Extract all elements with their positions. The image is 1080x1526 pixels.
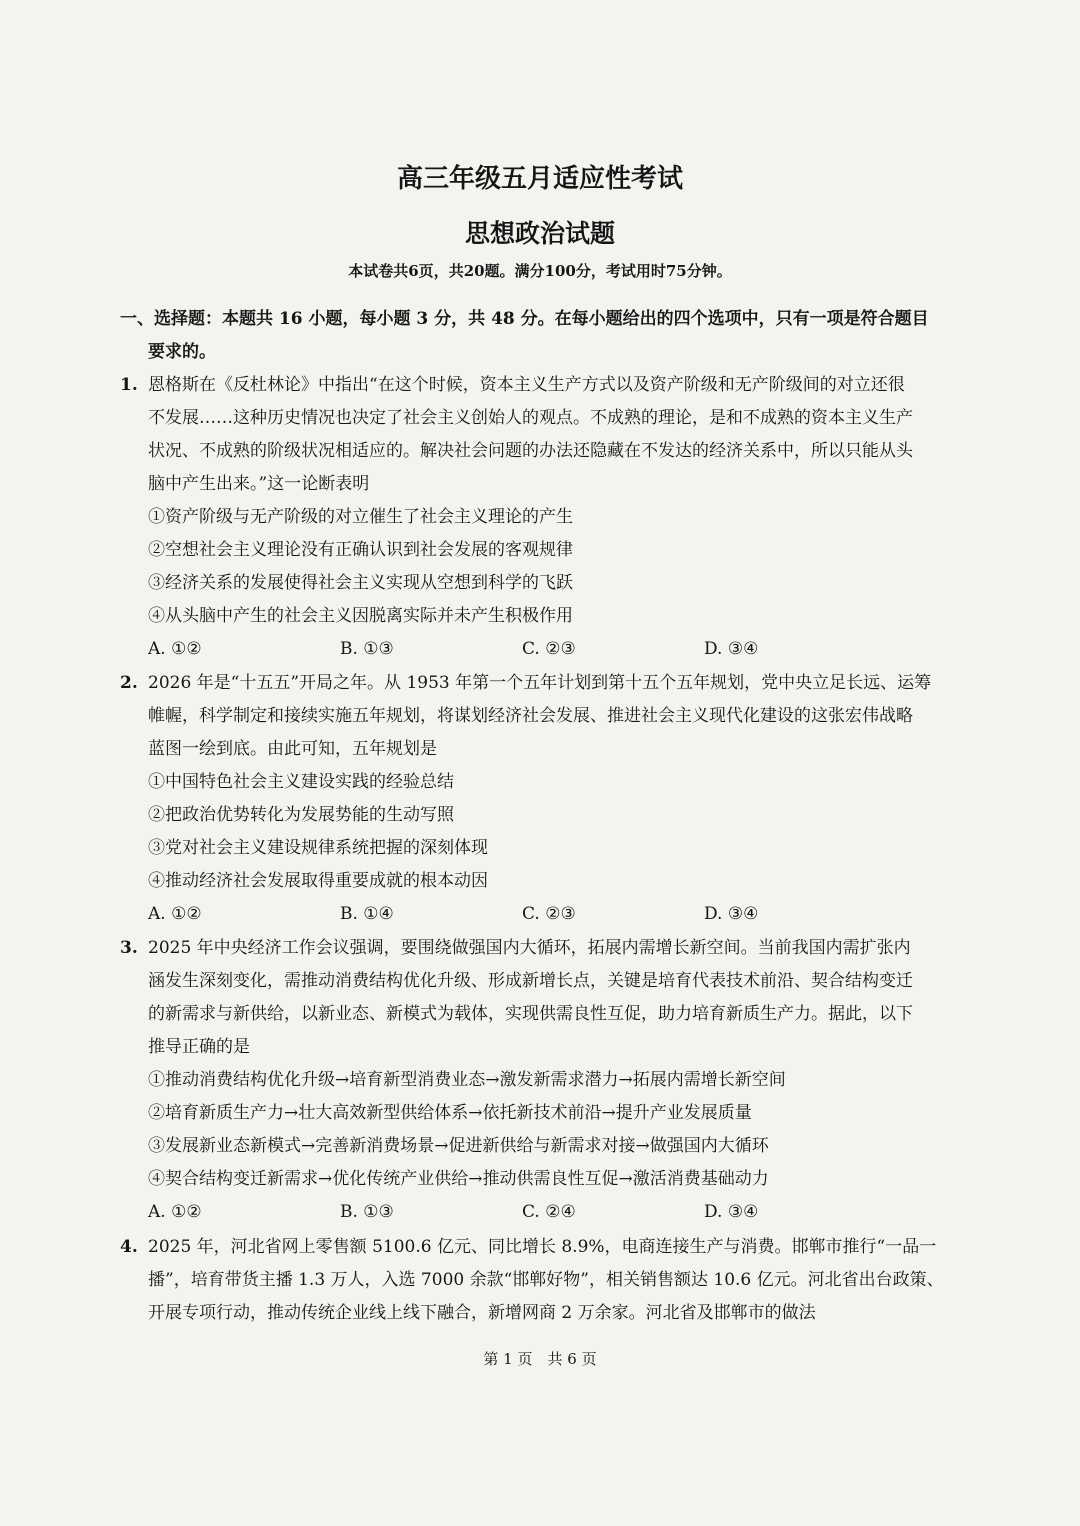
statement-item: ②培育新质生产力→壮大高效新型供给体系→依托新技术前沿→提升产业发展质量	[148, 1103, 752, 1123]
question-stem-line: 不发展……这种历史情况也决定了社会主义创始人的观点。不成熟的理论，是和不成熟的资本主义生产	[148, 408, 913, 428]
question-stem-line: 脑中产生出来。”这一论断表明	[148, 474, 370, 494]
statement-item: ②空想社会主义理论没有正确认识到社会发展的客观规律	[148, 540, 573, 560]
answer-option-d: D. ③④	[704, 639, 759, 659]
question-stem-line: 2026 年是“十五五”开局之年。从 1953 年第一个五年计划到第十五个五年规划，党中央立足长远、运筹	[148, 673, 932, 693]
answer-option-c: C. ②③	[522, 639, 576, 659]
question-stem-line: 2025 年中央经济工作会议强调，要围绕做强国内大循环，拓展内需增长新空间。当前我国内需扩张内	[148, 938, 911, 958]
answer-option-c: C. ②④	[522, 1202, 576, 1222]
section-heading: 一、选择题：本题共 16 小题，每小题 3 分，共 48 分。在每小题给出的四个选项中，只有一项是符合题目	[120, 309, 929, 329]
answer-option-b: B. ①③	[340, 639, 394, 659]
question-number: 3.	[120, 938, 138, 958]
answer-option-d: D. ③④	[704, 904, 759, 924]
question-stem-line: 开展专项行动，推动传统企业线上线下融合，新增网商 2 万余家。河北省及邯郸市的做法	[148, 1303, 816, 1323]
answer-option-b: B. ①③	[340, 1202, 394, 1222]
question-stem-line: 推导正确的是	[148, 1037, 250, 1057]
question-stem-line: 播”，培育带货主播 1.3 万人，入选 7000 余款“邯郸好物”，相关销售额达 10.6 亿元。河北省出台政策、	[148, 1270, 944, 1290]
question-number: 1.	[120, 375, 138, 395]
answer-option-a: A. ①②	[148, 1202, 202, 1222]
question-number: 4.	[120, 1237, 138, 1257]
page-footer: 第 1 页 共 6 页	[483, 1350, 597, 1368]
answer-option-c: C. ②③	[522, 904, 576, 924]
statement-item: ④从头脑中产生的社会主义因脱离实际并未产生积极作用	[148, 606, 573, 626]
statement-item: ①资产阶级与无产阶级的对立催生了社会主义理论的产生	[148, 507, 573, 527]
statement-item: ①中国特色社会主义建设实践的经验总结	[148, 772, 454, 792]
answer-option-a: A. ①②	[148, 639, 202, 659]
statement-item: ②把政治优势转化为发展势能的生动写照	[148, 805, 454, 825]
question-stem-line: 2025 年，河北省网上零售额 5100.6 亿元、同比增长 8.9%，电商连接生产与消费。邯郸市推行“一品一	[148, 1237, 937, 1257]
question-stem-line: 蓝图一绘到底。由此可知，五年规划是	[148, 739, 437, 759]
statement-item: ③经济关系的发展使得社会主义实现从空想到科学的飞跃	[148, 573, 573, 593]
statement-item: ④契合结构变迁新需求→优化传统产业供给→推动供需良性互促→激活消费基础动力	[148, 1169, 769, 1189]
exam-note: 本试卷共6页，共20题。满分100分，考试用时75分钟。	[348, 262, 732, 280]
question-number: 2.	[120, 673, 138, 693]
statement-item: ④推动经济社会发展取得重要成就的根本动因	[148, 871, 488, 891]
question-stem-line: 涵发生深刻变化，需推动消费结构优化升级、形成新增长点，关键是培育代表技术前沿、契合结构变迁	[148, 971, 913, 991]
statement-item: ③发展新业态新模式→完善新消费场景→促进新供给与新需求对接→做强国内大循环	[148, 1136, 769, 1156]
statement-item: ①推动消费结构优化升级→培育新型消费业态→激发新需求潜力→拓展内需增长新空间	[148, 1070, 786, 1090]
subject-title: 思想政治试题	[464, 219, 615, 248]
answer-option-d: D. ③④	[704, 1202, 759, 1222]
question-stem-line: 的新需求与新供给，以新业态、新模式为载体，实现供需良性互促，助力培育新质生产力。据此，以下	[148, 1004, 913, 1024]
answer-option-a: A. ①②	[148, 904, 202, 924]
question-stem-line: 恩格斯在《反杜林论》中指出“在这个时候，资本主义生产方式以及资产阶级和无产阶级间的对立还很	[148, 375, 905, 395]
question-stem-line: 状况、不成熟的阶级状况相适应的。解决社会问题的办法还隐藏在不发达的经济关系中，所以只能从头	[148, 441, 913, 461]
section-heading-cont: 要求的。	[148, 342, 216, 362]
answer-option-b: B. ①④	[340, 904, 394, 924]
exam-title: 高三年级五月适应性考试	[396, 164, 683, 194]
statement-item: ③党对社会主义建设规律系统把握的深刻体现	[148, 838, 488, 858]
question-stem-line: 帷幄，科学制定和接续实施五年规划，将谋划经济社会发展、推进社会主义现代化建设的这张宏伟战略	[148, 706, 913, 726]
